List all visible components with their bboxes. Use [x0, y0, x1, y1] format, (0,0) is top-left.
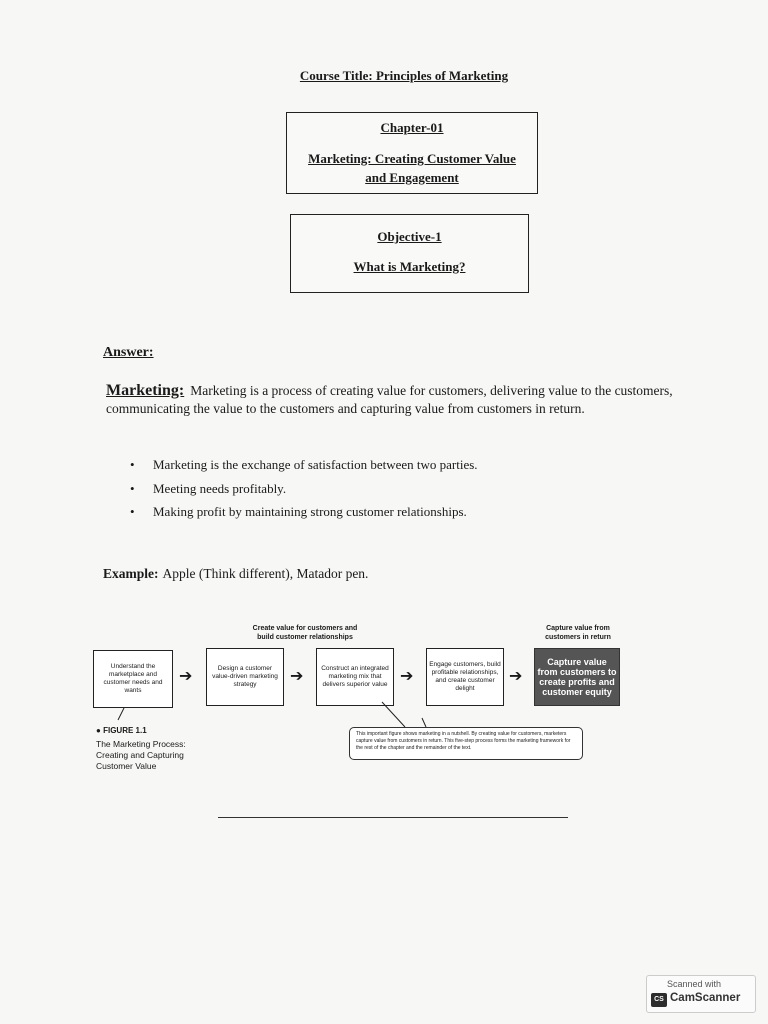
example-label: Example:	[103, 566, 159, 581]
objective-number: Objective-1	[377, 229, 442, 244]
arrow-right-icon: ➔	[400, 668, 414, 685]
list-item: • Making profit by maintaining strong customer relationships.	[130, 503, 478, 527]
scanner-watermark	[646, 975, 756, 1013]
chapter-number: Chapter-01	[380, 120, 444, 135]
definition-term: Marketing:	[106, 382, 185, 399]
process-step-2: Design a customer value-driven marketing strategy	[206, 648, 284, 706]
figure-note: This important figure shows marketing in a nutshell. By creating value for customers, marketers capture value from customers in return. This five-step process forms the marketing framework for the rest of the chapter and the remainder of the text.	[349, 727, 583, 760]
figure-bullet-icon: ●	[96, 726, 101, 735]
list-item: • Marketing is the exchange of satisfaction between two parties.	[130, 456, 478, 480]
answer-label: Answer:	[103, 345, 154, 360]
process-step-1: Understand the marketplace and customer needs and wants	[93, 650, 173, 708]
arrow-right-icon: ➔	[179, 668, 193, 685]
process-step-4: Engage customers, build profitable relationships, and create customer delight	[426, 648, 504, 706]
objective-box	[290, 214, 529, 293]
list-item: • Meeting needs profitably.	[130, 480, 478, 504]
figure-header-capture: Capture value from customers in return	[545, 625, 611, 641]
definition-text: Marketing is a process of creating value for customers, delivering value to the customers, communicating the value to the customers and capturing value from customers in return.	[106, 383, 673, 416]
chapter-box	[286, 112, 538, 194]
marketing-definition	[106, 382, 746, 418]
figure-caption-number: ● FIGURE 1.1	[96, 726, 147, 735]
watermark-caption: Scanned with	[667, 979, 722, 989]
watermark-brand: CamScanner	[670, 992, 741, 1004]
example-text: Apple (Think different), Matador pen.	[162, 566, 369, 581]
process-step-5: Capture value from customers to create profits and customer equity	[534, 648, 620, 706]
chapter-title-line2: and Engagement	[365, 170, 459, 185]
marketing-process-figure	[60, 614, 710, 784]
arrow-right-icon: ➔	[509, 668, 523, 685]
process-step-3: Construct an integrated marketing mix that delivers superior value	[316, 648, 394, 706]
chapter-title-line1: Marketing: Creating Customer Value	[308, 151, 516, 166]
figure-header-create: Create value for customers and build customer relationships	[252, 625, 358, 641]
objective-question: What is Marketing?	[353, 259, 466, 274]
divider	[218, 817, 568, 818]
figure-caption-text: The Marketing Process: Creating and Capturing Customer Value	[96, 739, 186, 771]
camscanner-logo-icon: CS	[651, 993, 667, 1007]
course-title: Course Title: Principles of Marketing	[299, 68, 509, 83]
bullet-list	[130, 456, 478, 527]
arrow-right-icon: ➔	[290, 668, 304, 685]
example-line	[103, 566, 368, 582]
